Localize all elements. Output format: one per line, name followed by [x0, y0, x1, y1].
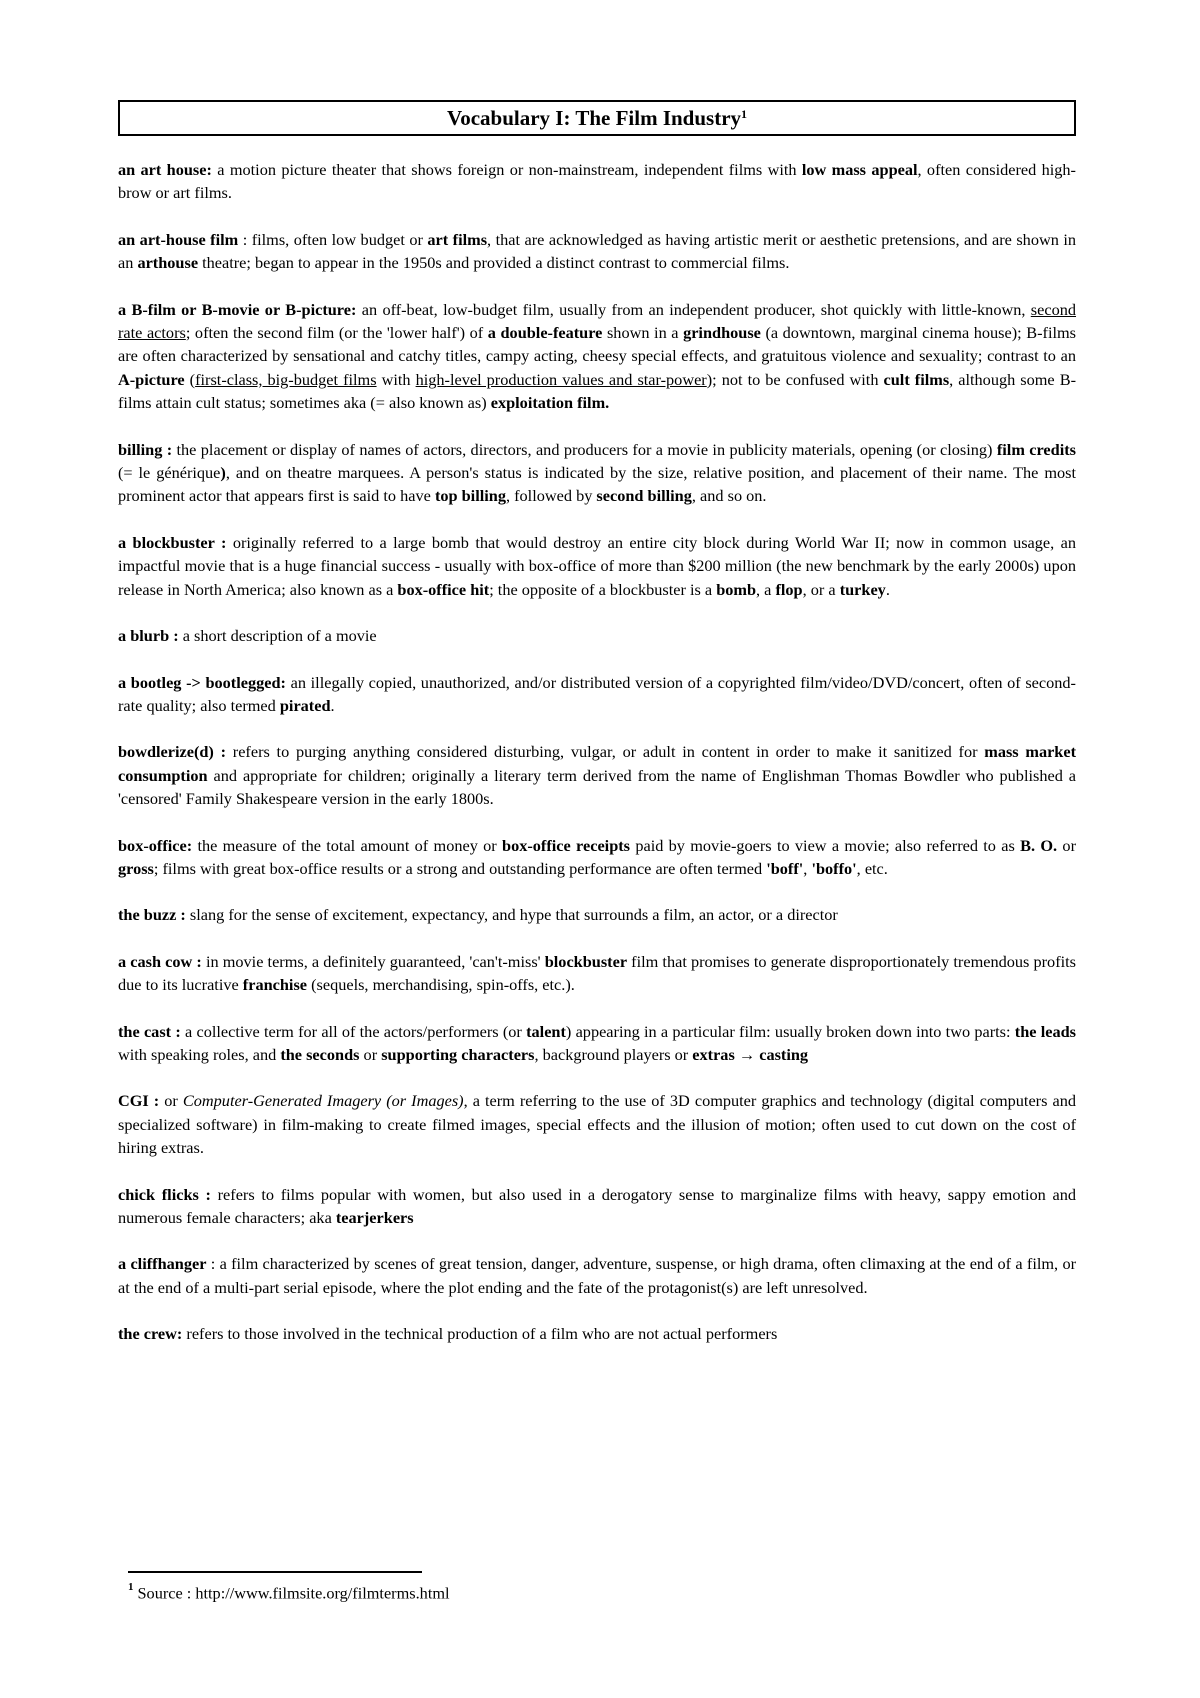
- page-title: Vocabulary I: The Film Industry: [446, 105, 742, 130]
- glossary-entry-cast: the cast : a collective term for all of the actors/performers (or talent) appearing in a particular film: usually broken down into two parts: the leads with speaking roles, and the seconds or supporting characters, background players or extras → casting: [118, 1021, 1077, 1064]
- footnote-text: Source : http://www.filmsite.org/filmterms.html: [137, 1583, 450, 1603]
- glossary-entry-crew: the crew: refers to those involved in the technical production of a film who are not actual performers: [118, 1324, 778, 1344]
- glossary-list: [118, 158, 1076, 1346]
- glossary-entry-box-office: box-office: the measure of the total amount of money or box-office receipts paid by movie-goers to view a movie; also referred to as B. O. or gross; films with great box-office results or a strong and outstanding performance are often termed 'boff', 'boffo', etc.: [118, 835, 1076, 878]
- footnote-separator: [128, 1571, 422, 1573]
- glossary-entry-buzz: the buzz : slang for the sense of excitement, expectancy, and hype that surrounds a film, an actor, or a director: [118, 905, 838, 925]
- glossary-entry-blurb: a blurb : a short description of a movie: [118, 626, 377, 646]
- glossary-entry-blockbuster: a blockbuster : originally referred to a large bomb that would destroy an entire city block during World War II; now in common usage, an impactful movie that is a huge financial success - usually with box-office of more than $200 million (the new benchmark by the early 2000s) upon release in North America; also known as a box-office hit; the opposite of a blockbuster is a bomb, a flop, or a turkey.: [118, 532, 1076, 599]
- glossary-entry-art-house-film: an art-house film : films, often low budget or art films, that are acknowledged as having artistic merit or aesthetic pretensions, and are shown in an arthouse theatre; began to appear in the 1950s and provided a distinct contrast to commercial films.: [118, 229, 1077, 273]
- glossary-entry-billing: billing : the placement or display of names of actors, directors, and producers for a movie in publicity materials, opening (or closing) film credits (= le générique), and on theatre marquees. A person's status is indicated by the size, relative position, and placement of their name. The most prominent actor that appears first is said to have top billing, followed by second billing, and so on.: [118, 439, 1076, 506]
- footnote: [128, 1583, 450, 1603]
- glossary-entry-art-house: an art house: a motion picture theater that shows foreign or non-mainstream, independent films with low mass appeal, often considered high-brow or art films.: [118, 160, 1076, 203]
- glossary-entry-cash-cow: a cash cow : in movie terms, a definitely guaranteed, 'can't-miss' blockbuster film that promises to generate disproportionately tremendous profits due to its lucrative franchise (sequels, merchandising, spin-offs, etc.).: [118, 951, 1077, 995]
- glossary-entry-chick-flicks: chick flicks : refers to films popular with women, but also used in a derogatory sense to marginalize films with heavy, sappy emotion and numerous female characters; aka tearjerkers: [118, 1184, 1076, 1227]
- glossary-entry-cliffhanger: a cliffhanger : a film characterized by scenes of great tension, danger, adventure, suspense, or high drama, often climaxing at the end of a film, or at the end of a multi-part serial episode, where the plot ending and the fate of the protagonist(s) are left unresolved.: [118, 1254, 1077, 1297]
- glossary-entry-bowdlerize: bowdlerize(d) : refers to purging anything considered disturbing, vulgar, or adult in content in order to make it sanitized for mass market consumption and appropriate for children; originally a literary term derived from the name of Englishman Thomas Bowdler who published a 'censored' Family Shakespeare version in the early 1800s.: [118, 742, 1077, 809]
- document-page: [118, 100, 1076, 1369]
- footnote-mark: 1: [128, 1581, 134, 1593]
- glossary-entry-cgi: CGI : or Computer-Generated Imagery (or Images), a term referring to the use of 3D computer graphics and technology (digital computers and specialized software) in film-making to create filmed images, special effects and the illusion of motion; often used to cut down on the cost of hiring extras.: [118, 1091, 1076, 1158]
- glossary-entry-b-film: a B-film or B-movie or B-picture: an off-beat, low-budget film, usually from an independent producer, shot quickly with little-known, second rate actors; often the second film (or the 'lower half') of a double-feature shown in a grindhouse (a downtown, marginal cinema house); B-films are often characterized by sensational and catchy titles, campy acting, cheesy special effects, and gratuitous violence and sexuality; contrast to an A-picture (first-class, big-budget films with high-level production values and star-power); not to be confused with cult films, although some B-films attain cult status; sometimes aka (= also known as) exploitation film.: [118, 299, 1077, 413]
- glossary-entry-bootleg: a bootleg -> bootlegged: an illegally copied, unauthorized, and/or distributed version of a copyrighted film/video/DVD/concert, often of second-rate quality; also termed pirated.: [118, 672, 1076, 715]
- footnote-reference: 1: [741, 106, 748, 121]
- title-box: [118, 100, 1076, 136]
